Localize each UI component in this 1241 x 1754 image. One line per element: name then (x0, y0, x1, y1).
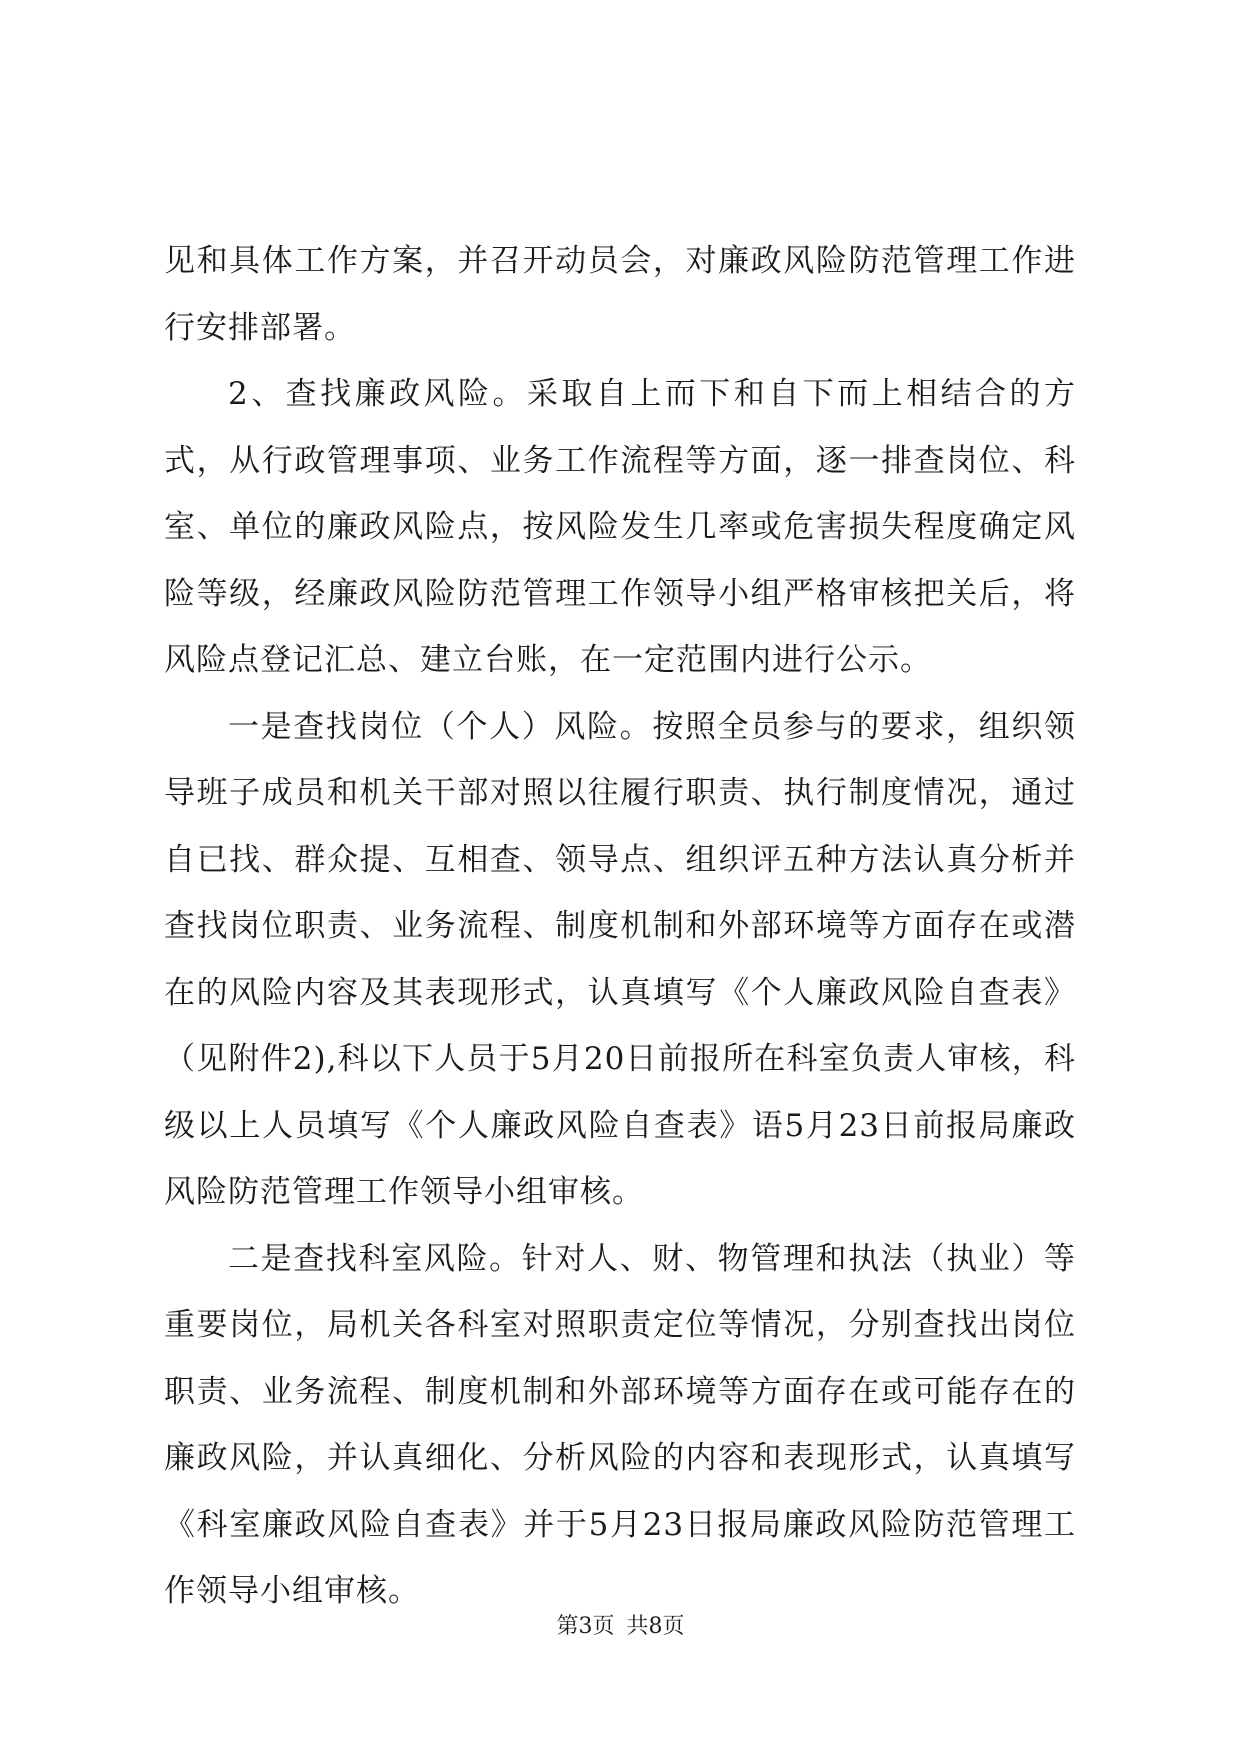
page-number-total: 共8页 (626, 1614, 685, 1639)
paragraph-position-risk: 一是查找岗位（个人）风险。按照全员参与的要求，组织领导班子成员和机关干部对照以往履行职责、执行制度情况，通过自已找、群众提、互相查、领导点、组织评五种方法认真分析并查找岗位职责、业务流程、制度机制和外部环境等方面存在或潜在的风险内容及其表现形式，认真填写《个人廉政风险自查表》（见附件2),科以下人员于5月20日前报所在科室负责人审核，科级以上人员填写《个人廉政风险自查表》语5月23日前报局廉政风险防范管理工作领导小组审核。 (164, 708, 1076, 1210)
page-number-current: 第3页 (556, 1614, 615, 1639)
page-footer (0, 1612, 1241, 1642)
paragraph-office-risk: 二是查找科室风险。针对人、财、物管理和执法（执业）等重要岗位，局机关各科室对照职责定位等情况，分别查找出岗位职责、业务流程、制度机制和外部环境等方面存在或可能存在的廉政风险，并认真细化、分析风险的内容和表现形式，认真填写《科室廉政风险自查表》并于5月23日报局廉政风险防范管理工作领导小组审核。 (164, 1240, 1076, 1609)
paragraph-continuation: 见和具体工作方案，并召开动员会，对廉政风险防范管理工作进行安排部署。 (164, 243, 1076, 346)
paragraph-find-risks: 2、查找廉政风险。采取自上而下和自下而上相结合的方式，从行政管理事项、业务工作流程等方面，逐一排查岗位、科室、单位的廉政风险点，按风险发生几率或危害损失程度确定风险等级，经廉政风险防范管理工作领导小组严格审核把关后，将风险点登记汇总、建立台账，在一定范围内进行公示。 (164, 376, 1076, 678)
document-body (164, 228, 1076, 1625)
